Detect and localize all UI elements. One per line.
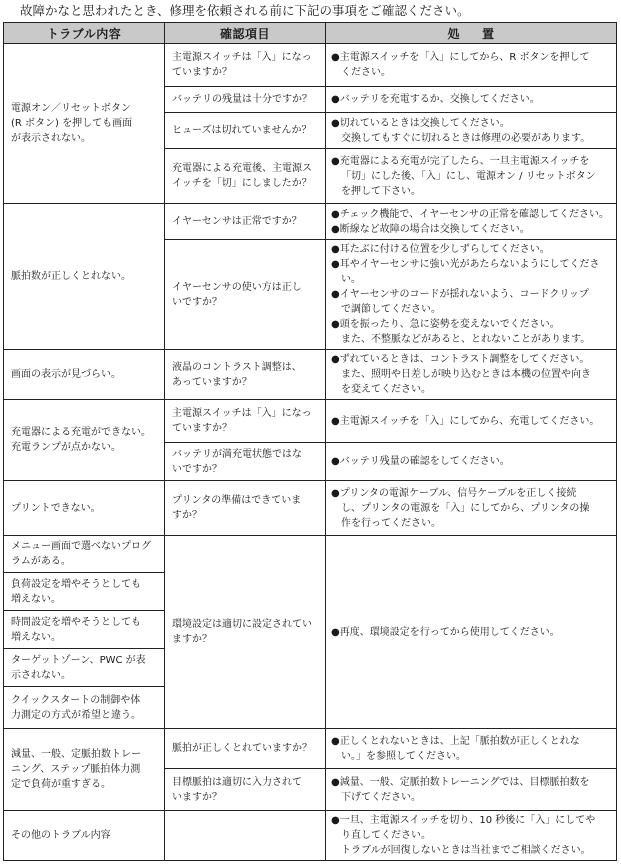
check-cell-empty [165, 811, 326, 861]
header-trouble: トラブル内容 [4, 23, 165, 44]
trouble-cell [4, 350, 165, 400]
cell-text-line: イッチを「切」にしましたか？ [172, 178, 312, 189]
check-cell [165, 350, 326, 400]
cell-text-line: 充電器による充電ができない。 [11, 427, 151, 438]
action-cell [326, 87, 617, 113]
check-cell [165, 204, 326, 240]
trouble-cell [4, 611, 165, 649]
trouble-cell [4, 649, 165, 687]
cell-text-line: ていますか？ [172, 423, 232, 434]
cell-text-line: 増えない。 [11, 631, 61, 643]
bullet-item: ●切れているときは交換してください。 [331, 117, 510, 129]
action-cell [326, 811, 617, 861]
cell-text-line: ていますか？ [172, 67, 232, 78]
cell-text-line: プリンタの準備はできていま [172, 495, 302, 506]
header-row [4, 23, 617, 44]
action-cell [326, 204, 617, 240]
cell-text-line: ヒューズは切れていませんか？ [172, 125, 312, 136]
cell-text-line: 画面の表示が見づらい。 [11, 369, 121, 380]
bullet-item: ●バッテリ残量の確認をしてください。 [331, 456, 510, 467]
bullet-item: ●主電源スイッチを「入」にしてから、R ボタンを押して [331, 52, 590, 63]
table-row [4, 536, 617, 573]
check-cell [165, 729, 326, 769]
bullet-item: ●再度、環境設定を行ってから使用してください。 [331, 626, 560, 638]
header-action-part2: 置 [482, 26, 495, 41]
bullet-continuation: 「切」にした後、「入」にし、電源オン / リセットボタン [341, 170, 596, 182]
table-row [4, 729, 617, 769]
bullet-item: ●頭を振ったり、急に姿勢を変えないでください。 [331, 319, 560, 330]
cell-text-line: 脈拍数が正しくとれない。 [11, 271, 131, 282]
table-row [4, 811, 617, 861]
cell-text-line: 主電源スイッチは「入」になっ [172, 52, 312, 63]
check-cell [165, 240, 326, 350]
cell-text-line: ますか？ [172, 634, 212, 645]
trouble-cell [4, 44, 165, 204]
action-cell [326, 769, 617, 811]
trouble-cell [4, 729, 165, 811]
cell-text-line: (R ボタン) を押しても画面 [11, 118, 133, 129]
table-row [4, 350, 617, 400]
cell-text-line: 定で負荷が重すぎる。 [11, 779, 111, 790]
bullet-continuation: トラブルが回復しないときは当社までご相談ください。 [341, 845, 591, 856]
header-action-part1: 処 [447, 26, 460, 41]
bullet-item: ●断線など故障の場合は交換してください。 [331, 223, 530, 235]
page-title: 故障かなと思われたとき、修理を依頼される前に下記の事項をご確認ください。 [20, 3, 470, 18]
cell-text-line: バッテリが満充電状態ではな [172, 448, 302, 460]
action-cell [326, 113, 617, 149]
cell-text-line: メニュー画面で選べないプログ [11, 541, 151, 552]
bullet-continuation: し、プリンタの電源を「入」にしてから、プリンタの操 [341, 502, 590, 514]
trouble-cell [4, 811, 165, 861]
bullet-item: ●ずれているときは、コントラスト調整をしてください。 [331, 354, 590, 365]
bullet-continuation: また、照明や日差しが映り込むときは本機の位置や向き [341, 369, 591, 380]
table-row [4, 44, 617, 87]
cell-text-line: ラムがある。 [11, 556, 71, 567]
bullet-item: ●充電器による充電が完了したら、一旦主電源スイッチを [331, 155, 590, 167]
bullet-continuation: 作を行ってください。 [341, 517, 441, 529]
cell-text-line: 示されない。 [11, 669, 71, 681]
table-row [4, 204, 617, 240]
cell-text-line: 充電器による充電後、主電源ス [172, 163, 312, 174]
bullet-item: ●プリンタの電源ケーブル、信号ケーブルを正しく接続 [331, 487, 577, 499]
cell-text-line: いですか？ [172, 296, 222, 308]
cell-text-line: 時間設定を増やそうとしても [11, 616, 141, 628]
action-cell [326, 149, 617, 204]
bullet-item: ●正しくとれないときは、上記「脈拍数が正しくとれな [331, 735, 580, 747]
bullet-continuation: を変えてください。 [341, 384, 431, 395]
bullet-continuation: 下げてください。 [341, 791, 421, 803]
cell-text-line: プリントできない。 [11, 502, 101, 514]
check-cell [165, 87, 326, 113]
bullet-item: ●耳やイヤーセンサに強い光があたらないようにしてください。 [331, 259, 600, 285]
troubleshooting-table [3, 22, 617, 861]
check-cell [165, 44, 326, 87]
cell-text-line: クイックスタートの制御や体 [11, 694, 141, 706]
cell-text-line: イヤーセンサは正常ですか？ [172, 216, 302, 227]
bullet-continuation: 交換してもすぐに切れるときは修理の必要があります。 [341, 132, 591, 144]
cell-text-line: その他のトラブル内容 [11, 830, 111, 841]
bullet-item: ●チェック機能で、イヤーセンサの正常を確認してください。 [331, 208, 610, 220]
cell-text-line: 環境設定は適切に設定されてい [172, 619, 312, 630]
cell-text-line: ターゲットゾーン、PWC が表 [11, 654, 146, 666]
bullet-item: ●耳たぶに付ける位置を少しずらしてください。 [331, 244, 550, 255]
bullet-item: ●バッテリを充電するか、交換してください。 [331, 94, 540, 105]
header-check: 確認項目 [165, 23, 326, 44]
cell-text-line: あっていますか？ [172, 376, 252, 388]
cell-text-line: 目標脈拍は適切に入力されて [172, 776, 302, 788]
action-cell [326, 481, 617, 536]
cell-text-line: 脈拍が正しくとれていますか？ [172, 743, 312, 754]
cell-text-line: すか？ [172, 510, 202, 521]
bullet-continuation: り直してください。 [341, 830, 431, 841]
check-cell [165, 113, 326, 149]
cell-text-line: 電源オン／リセットボタン [11, 103, 131, 114]
check-cell [165, 149, 326, 204]
check-cell [165, 481, 326, 536]
cell-text-line: バッテリの残量は十分ですか？ [172, 94, 312, 105]
action-cell [326, 240, 617, 350]
cell-text-line: いですか？ [172, 463, 222, 475]
action-cell [326, 350, 617, 400]
action-cell [326, 443, 617, 481]
check-cell [165, 769, 326, 811]
trouble-cell [4, 687, 165, 729]
cell-text-line: 主電源スイッチは「入」になっ [172, 408, 312, 419]
bullet-item: ●減量、一般、定脈拍数トレーニングでは、目標脈拍数を [331, 776, 590, 788]
cell-text-line: 充電ランプが点かない。 [11, 442, 121, 453]
action-cell [326, 536, 617, 729]
trouble-cell [4, 204, 165, 350]
cell-text-line: 力測定の方式が希望と違う。 [11, 709, 141, 721]
bullet-continuation: を押して下さい。 [341, 185, 421, 197]
trouble-cell [4, 573, 165, 611]
cell-text-line: いますか？ [172, 791, 222, 803]
header-action [326, 23, 617, 44]
action-cell [326, 729, 617, 769]
trouble-cell [4, 536, 165, 573]
check-cell [165, 536, 326, 729]
action-cell [326, 400, 617, 443]
check-cell [165, 443, 326, 481]
cell-text-line: 減量、一般、定脈拍数トレー [11, 749, 141, 760]
cell-text-line: 負荷設定を増やそうとしても [11, 578, 141, 590]
cell-text-line: イヤーセンサの使い方は正し [172, 281, 302, 293]
bullet-item: ●イヤーセンサのコードが揺れないよう、コードクリップ [331, 289, 589, 300]
cell-text-line: ニング、ステップ脈拍体力測 [11, 764, 141, 775]
check-cell [165, 400, 326, 443]
cell-text-line: 液晶のコントラスト調整は、 [172, 361, 302, 373]
bullet-continuation: また、不整脈などがあると、とれないことがあります。 [341, 334, 591, 345]
trouble-cell [4, 400, 165, 481]
bullet-continuation: い。」を参照してください。 [341, 750, 466, 762]
cell-text-line: が表示されない。 [11, 133, 91, 144]
bullet-continuation: ください。 [341, 67, 391, 78]
bullet-item: ●主電源スイッチを「入」にしてから、充電してください。 [331, 415, 600, 427]
trouble-cell [4, 481, 165, 536]
action-cell [326, 44, 617, 87]
bullet-continuation: で調節してください。 [341, 304, 441, 315]
bullet-item: ●一旦、主電源スイッチを切り、10 秒後に「入」にしてや [331, 815, 596, 826]
cell-text-line: 増えない。 [11, 593, 61, 605]
table-row [4, 481, 617, 536]
table-row [4, 400, 617, 443]
